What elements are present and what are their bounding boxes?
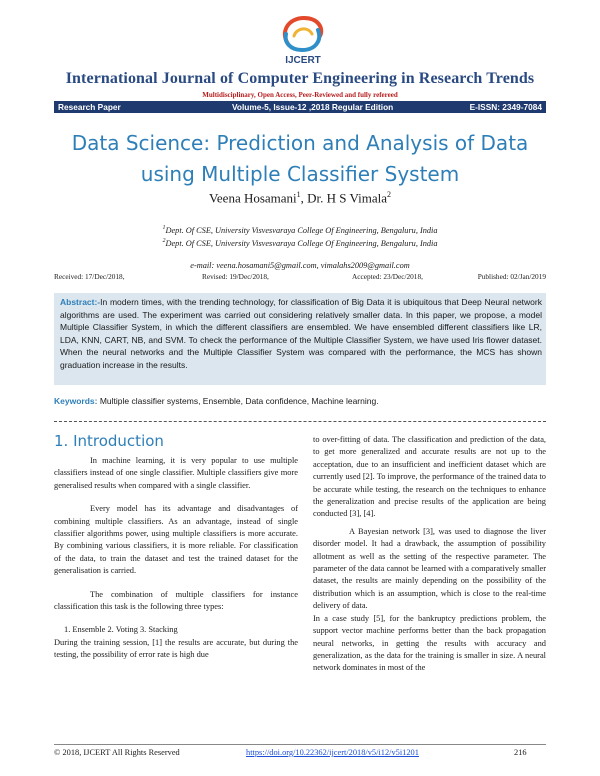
left-column (54, 455, 298, 662)
paragraph: During the training session, [1] the results are accurate, but during the testing, the possibility of error rate is high due (54, 637, 298, 660)
paragraph: A Bayesian network [3], was used to diagnose the liver disorder model. It had a drawback, the assumption of possibility allotment as well as the setting of the respective parameter. The parameter of the data cannot be learned with a comparatively smaller dataset, the results are mainly depending on the possibility of the distribution which is an assumption, which is close to the real-time delivery of data. (313, 526, 546, 611)
keywords (54, 396, 546, 406)
abstract-body: In modern times, with the trending technology, for classification of Big Data it is ubiquitous that Deep Neural network algorithms are used. The experiment was carried out considering relatively smaller data. In this paper, we propose, a model Multiple Classifier System, in which the different classifiers are ensembled. We have ensembled different classifiers like LR, LDA, KNN, CART, NB, and SVM. To check the performance of the Multiple Classifier System, we have used Iris flower dataset. When the neural networks and the Multiple Classifier System was compared with the performance, the MCS has shown graduation increase in the results. (60, 297, 542, 370)
keywords-text: Multiple classifier systems, Ensemble, Data confidence, Machine learning. (97, 396, 379, 406)
author-2-sup: 2 (387, 190, 392, 199)
paper-type: Research Paper (58, 102, 121, 112)
journal-name: International Journal of Computer Engineering in Research Trends (65, 70, 535, 87)
accepted-date: Accepted: 23/Dec/2018, (352, 272, 423, 281)
paper-title (60, 128, 540, 190)
affiliation-2-sup: 2 (162, 238, 166, 244)
email-line: e-mail: veena.hosamani5@gmail.com, vimalahs2009@gmail.com (190, 261, 410, 270)
issn: E-ISSN: 2349-7084 (469, 102, 542, 112)
paragraph: The combination of multiple classifiers for instance classification this task is the following three types: (54, 589, 298, 612)
logo-text: IJCERT (285, 55, 321, 66)
published-date: Published: 02/Jan/2019 (477, 272, 546, 281)
section-divider (54, 421, 546, 422)
affiliation-1 (0, 225, 600, 235)
abstract (60, 296, 542, 372)
journal-subtitle: Multidisciplinary, Open Access, Peer-Reviewed and fully refereed (202, 91, 398, 99)
title-line-1: Data Science: Prediction and Analysis of Data (71, 131, 529, 155)
footer-divider (54, 744, 546, 745)
author-1: Veena Hosamani (208, 190, 297, 206)
paragraph: In machine learning, it is very popular to use multiple classifiers instead of one single classifier. Multiple classifiers give more generalised results when compared with a single classifier. (54, 456, 298, 490)
abstract-label: Abstract:- (60, 297, 101, 307)
section-heading: 1. Introduction (54, 432, 164, 450)
volume-info: Volume-5, Issue-12 ,2018 Regular Edition (232, 102, 394, 112)
list-item: 1. Ensemble 2. Voting 3. Stacking (64, 625, 178, 635)
author-1-sup: 1 (296, 190, 301, 199)
journal-logo (258, 14, 348, 66)
revised-date: Revised: 19/Dec/2018, (202, 272, 269, 281)
keywords-label: Keywords: (54, 396, 98, 406)
paragraph: Every model has its advantage and disadvantages of combining multiple classifiers. As an advantage, instead of single classifier algorithms power, using multiple classifiers is more accurate. By combining various classifiers, it is more reliable. For classification of the data, to train the dataset and test the trained dataset for the generalisation is carried. (54, 504, 298, 576)
affiliation-2 (0, 238, 600, 248)
affiliation-2-text: Dept. Of CSE, University Visvesvaraya College Of Engineering, Bengaluru, India (165, 238, 438, 248)
authors (0, 190, 600, 206)
author-sep: , (300, 190, 308, 206)
received-date: Received: 17/Dec/2018, (54, 272, 125, 281)
paragraph: In a case study [5], for the bankruptcy predictions problem, the support vector machine performs better than the back propagation neural networks, in getting the results with accuracy and generalization, as the data for the training is smaller in size. A neural network dominates in most of the (313, 613, 546, 673)
doi-link[interactable]: https://doi.org/10.22362/ijcert/2018/v5/i12/v5i1201 (246, 748, 419, 757)
affiliation-1-text: Dept. Of CSE, University Visvesvaraya College Of Engineering, Bengaluru, India (165, 225, 438, 235)
copyright: © 2018, IJCERT All Rights Reserved (54, 748, 180, 757)
title-line-2: using Multiple Classifier System (140, 162, 460, 186)
page-number: 216 (514, 748, 527, 757)
issue-bar (54, 101, 546, 113)
author-2: Dr. H S Vimala (307, 190, 388, 206)
paragraph: to over-fitting of data. The classification and prediction of the data, to get more generalized and accurate results are not up to the acceptation, due to an insufficient and inefficient dataset which are currently used [2]. To improve, the performance of the trained data to be accurate while testing, the research on the techniques to enhance the generalization and precise results of the application are being conducted [3], [4]. (313, 435, 546, 519)
logo-swirl-icon (258, 14, 348, 66)
right-column (313, 434, 546, 675)
affiliation-1-sup: 1 (162, 225, 166, 231)
